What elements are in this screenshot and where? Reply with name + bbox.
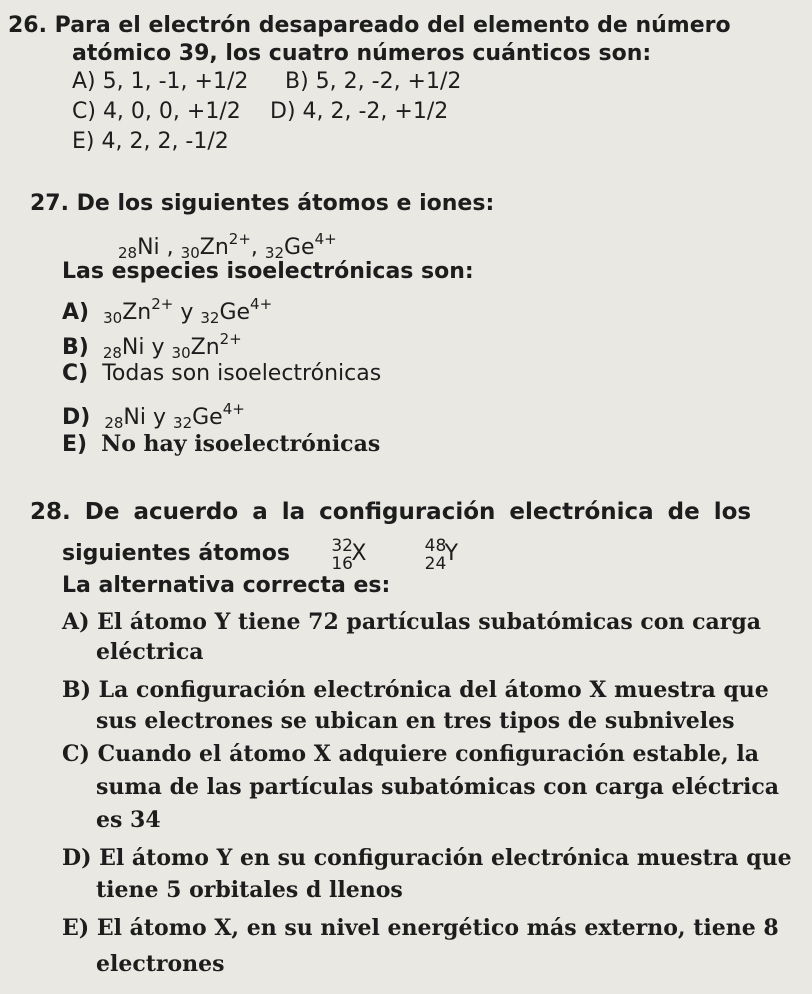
ni-atomic-number: 28 <box>102 344 122 362</box>
q27-text-1: De los siguientes átomos e iones: <box>76 191 495 216</box>
x-symbol: X <box>351 541 367 566</box>
q28-option-a-line2: eléctrica <box>96 639 204 665</box>
conjunction: y <box>180 300 194 325</box>
q26-line1 <box>8 12 731 40</box>
q28-line2 <box>62 536 469 574</box>
y-symbol: Y <box>444 541 459 566</box>
q28-option-e-line1: E) El átomo X, en su nivel energético más externo, tiene 8 <box>62 915 779 941</box>
ni-symbol: Ni <box>137 235 160 260</box>
q26-option-c: C) 4, 0, 0, +1/2 <box>72 99 241 124</box>
ni-symbol: Ni <box>123 405 146 430</box>
zn-symbol: Zn <box>122 300 152 325</box>
option-label: A) <box>62 300 90 325</box>
nuclide-y <box>424 536 469 574</box>
option-label: B) <box>62 335 89 360</box>
q28-option-d-line1: D) El átomo Y en su configuración electrónica muestra que <box>62 845 792 871</box>
zn-symbol: Zn <box>199 235 229 260</box>
zn-charge: 2+ <box>151 295 174 313</box>
q26-number: 26. <box>8 13 47 38</box>
ge-atomic-number: 32 <box>200 309 220 327</box>
ge-symbol: Ge <box>192 405 223 430</box>
q28-line1 <box>30 498 751 526</box>
ge-symbol: Ge <box>219 300 251 325</box>
q26-text-2: atómico 39, los cuatro números cuánticos son: <box>72 41 652 66</box>
ge-symbol: Ge <box>284 235 315 260</box>
q28-option-e-line2: electrones <box>96 951 225 977</box>
q27-option-e <box>62 430 380 459</box>
option-label: D) <box>62 405 91 430</box>
conjunction: y <box>153 405 167 430</box>
q27-line1 <box>30 190 494 218</box>
zn-atomic-number: 30 <box>171 344 191 362</box>
q26-option-b: B) 5, 2, -2, +1/2 <box>285 69 462 94</box>
q28-option-c-line1: C) Cuando el átomo X adquiere configuración estable, la <box>62 741 759 767</box>
y-atomic-number: 24 <box>424 554 447 574</box>
q28-text-2: siguientes átomos <box>62 541 290 566</box>
ni-symbol: Ni <box>121 335 145 360</box>
ge-charge: 4+ <box>314 230 337 248</box>
x-mass-number: 32 <box>331 536 353 556</box>
zn-atomic-number: 30 <box>103 309 123 327</box>
ni-atomic-number: 28 <box>118 244 138 262</box>
ge-charge: 4+ <box>222 400 245 418</box>
option-label: E) <box>62 432 88 457</box>
q28-option-b-line1: B) La configuración electrónica del átomo X muestra que <box>62 677 769 703</box>
q28-option-c-line2: suma de las partículas subatómicas con carga eléctrica <box>96 774 780 800</box>
q28-option-d-line2: tiene 5 orbitales d llenos <box>96 877 403 903</box>
option-text: No hay isoelectrónicas <box>101 431 381 457</box>
ge-atomic-number: 32 <box>173 414 193 432</box>
option-text: Todas son isoelectrónicas <box>102 361 382 386</box>
nuclide-x <box>331 536 375 574</box>
q28-number: 28. <box>30 499 71 525</box>
q26-option-e: E) 4, 2, 2, -1/2 <box>72 129 229 154</box>
q27-number: 27. <box>30 191 69 216</box>
zn-charge: 2+ <box>219 330 242 348</box>
x-atomic-number: 16 <box>331 554 353 574</box>
q26-text-1: Para el electrón desapareado del elemento de número <box>54 13 731 38</box>
q26-option-a: A) 5, 1, -1, +1/2 <box>72 69 249 94</box>
q28-text-3: La alternativa correcta es: <box>62 573 391 598</box>
q27-text-2: Las especies isoelectrónicas son: <box>62 259 474 284</box>
ni-atomic-number: 28 <box>104 414 124 432</box>
ge-atomic-number: 32 <box>264 244 284 262</box>
q28-option-c-line3: es 34 <box>96 807 161 833</box>
conjunction: y <box>151 335 165 360</box>
separator: , <box>250 235 258 260</box>
ge-charge: 4+ <box>250 295 273 313</box>
option-label: C) <box>62 361 89 386</box>
q28-option-a-line1: A) El átomo Y tiene 72 partículas subatómicas con carga <box>62 609 762 635</box>
zn-charge: 2+ <box>228 230 251 248</box>
separator: , <box>166 235 174 260</box>
zn-symbol: Zn <box>190 335 220 360</box>
y-mass-number: 48 <box>424 536 447 556</box>
q27-option-c <box>62 360 381 388</box>
q26-option-d: D) 4, 2, -2, +1/2 <box>270 99 449 124</box>
zn-atomic-number: 30 <box>180 244 200 262</box>
q28-text-1: De acuerdo a la configuración electrónica de los <box>84 499 752 525</box>
q28-option-b-line2: sus electrones se ubican en tres tipos de subniveles <box>96 708 735 734</box>
